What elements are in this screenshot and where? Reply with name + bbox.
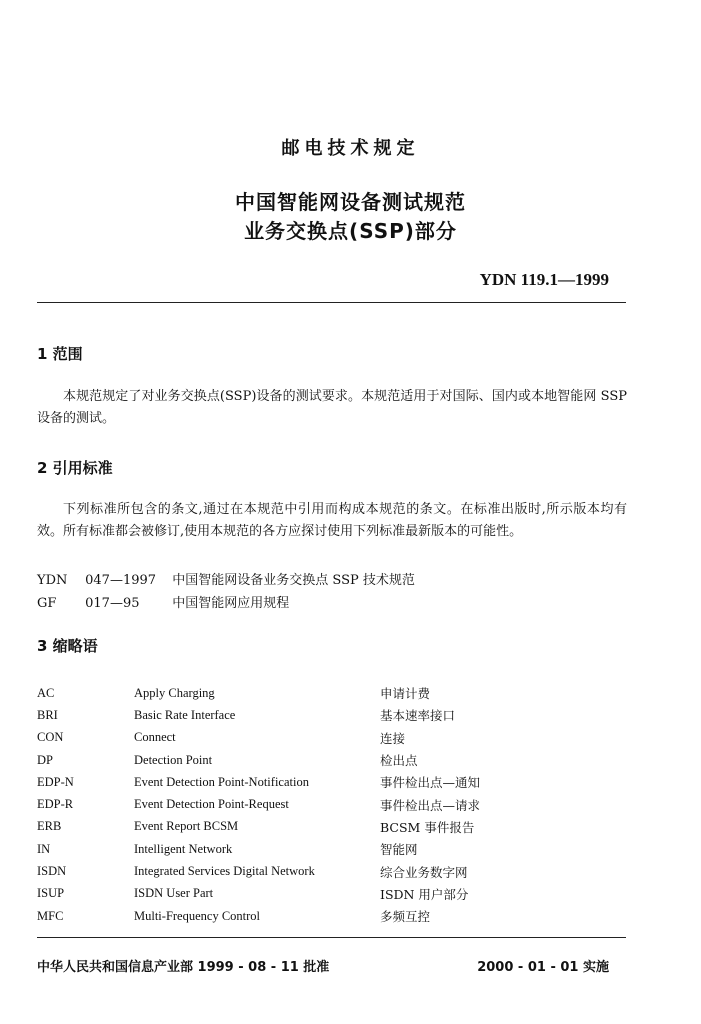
abbr-english: Event Detection Point-Request — [134, 797, 289, 812]
reference-number: 047—1997 — [85, 573, 157, 588]
abbr-chinese: ISDN 用户部分 — [380, 886, 469, 902]
abbreviation-row — [37, 771, 627, 793]
abbr-code: EDP-R — [37, 797, 74, 812]
reference-prefix: GF — [37, 596, 57, 611]
section-3-heading: 3 缩略语 — [37, 637, 98, 655]
abbr-english: Detection Point — [134, 752, 213, 767]
section-1-paragraph: 本规范规定了对业务交换点(SSP)设备的测试要求。本规范适用于对国际、国内或本地智能网 SSP 设备的测试。 — [37, 389, 627, 426]
abbreviation-row — [37, 860, 627, 882]
reference-prefix: YDN — [37, 573, 68, 588]
abbreviation-row — [37, 883, 627, 905]
abbr-chinese: 连接 — [380, 730, 406, 746]
footer-rule — [37, 937, 626, 938]
abbr-code: ISDN — [37, 864, 67, 879]
abbr-english: Basic Rate Interface — [134, 707, 236, 722]
header-rule — [37, 302, 626, 303]
abbr-code: EDP-N — [37, 774, 74, 789]
abbr-code: MFC — [37, 908, 64, 923]
abbr-code: BRI — [37, 707, 58, 722]
abbr-code: IN — [37, 841, 51, 856]
abbr-english: Connect — [134, 730, 176, 745]
abbr-english: ISDN User Part — [134, 886, 214, 901]
abbreviation-row — [37, 749, 627, 771]
abbr-chinese: 事件检出点—请求 — [380, 797, 481, 813]
abbr-english: Multi-Frequency Control — [134, 908, 261, 923]
abbr-chinese: 事件检出点—通知 — [380, 775, 481, 791]
abbreviation-row — [37, 704, 627, 726]
effective-date: 2000 - 01 - 01 实施 — [477, 960, 609, 975]
abbr-code: ISUP — [37, 886, 65, 901]
section-1-heading: 1 范围 — [37, 345, 83, 363]
abbr-chinese: 智能网 — [380, 842, 418, 858]
abbreviation-row — [37, 682, 627, 704]
abbr-chinese: 检出点 — [380, 753, 418, 769]
approval-date: 中华人民共和国信息产业部 1999 - 08 - 11 批准 — [37, 960, 330, 975]
abbreviation-row — [37, 905, 627, 927]
abbr-english: Event Report BCSM — [134, 819, 239, 834]
section-2-text — [37, 499, 627, 543]
reference-title: 中国智能网设备业务交换点 SSP 技术规范 — [172, 573, 415, 588]
abbr-english: Apply Charging — [134, 685, 215, 700]
section-2-paragraph: 下列标准所包含的条文,通过在本规范中引用而构成本规范的条文。在标准出版时,所示版本均有效。所有标准都会被修订,使用本规范的各方应探讨使用下列标准最新版本的可能性。 — [37, 502, 627, 539]
abbreviation-row — [37, 727, 627, 749]
abbr-chinese: 多频互控 — [380, 909, 431, 925]
abbr-chinese: BCSM 事件报告 — [380, 819, 475, 835]
standard-code: YDN 119.1—1999 — [479, 270, 609, 289]
abbr-code: CON — [37, 730, 64, 745]
abbreviation-row — [37, 838, 627, 860]
reference-title: 中国智能网应用规程 — [172, 596, 290, 611]
abbr-code: AC — [37, 685, 55, 700]
abbr-code: DP — [37, 752, 53, 767]
reference-row — [37, 569, 415, 588]
abbr-code: ERB — [37, 819, 62, 834]
section-2-heading: 2 引用标准 — [37, 459, 113, 477]
abbreviation-table — [37, 682, 627, 927]
abbr-english: Integrated Services Digital Network — [134, 864, 315, 879]
section-1-text — [37, 386, 627, 430]
abbr-english: Intelligent Network — [134, 841, 233, 856]
document-title: 中国智能网设备测试规范 — [235, 190, 466, 214]
abbr-chinese: 申请计费 — [380, 686, 431, 702]
reference-number: 017—95 — [85, 596, 140, 611]
document-subtitle: 业务交换点(SSP)部分 — [244, 219, 457, 243]
issuing-label: 邮电技术规定 — [281, 138, 420, 159]
abbr-english: Event Detection Point-Notification — [134, 774, 309, 789]
abbr-chinese: 基本速率接口 — [380, 708, 456, 724]
reference-row — [37, 592, 289, 611]
abbreviation-row — [37, 793, 627, 815]
abbreviation-row — [37, 816, 627, 838]
abbr-chinese: 综合业务数字网 — [380, 864, 468, 880]
